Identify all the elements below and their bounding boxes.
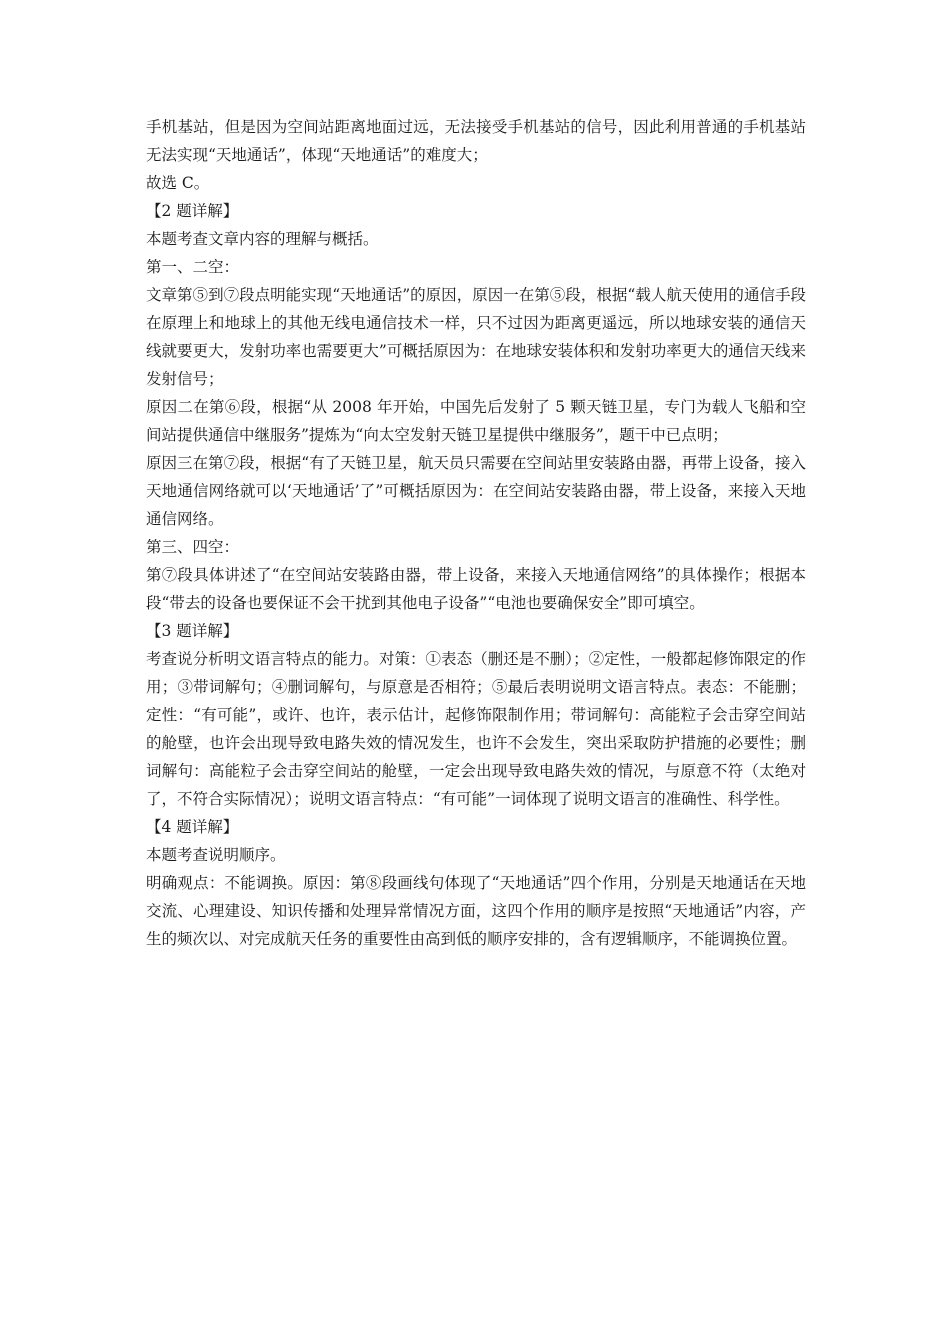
- paragraph: 原因三在第⑦段，根据“有了天链卫星，航天员只需要在空间站里安装路由器，再带上设备，接入天地通信网络就可以‘天地通话’了”可概括原因为：在空间站安装路由器，带上设备，来接入天地通信网络。: [146, 454, 806, 528]
- subheading-blanks-1-2: 第一、二空：: [146, 258, 240, 276]
- document-body: [146, 113, 806, 953]
- paragraph: 第⑦段具体讲述了“在空间站安装路由器，带上设备，来接入天地通信网络”的具体操作；根据本段“带去的设备也要保证不会干扰到其他电子设备”“电池也要确保安全”即可填空。: [146, 566, 806, 612]
- paragraph: 本题考查文章内容的理解与概括。: [146, 230, 379, 248]
- paragraph: 明确观点：不能调换。原因：第⑧段画线句体现了“天地通话”四个作用，分别是天地通话在天地交流、心理建设、知识传播和处理异常情况方面，这四个作用的顺序是按照“天地通话”内容，产生的频次以、对完成航天任务的重要性由高到低的顺序安排的，含有逻辑顺序，不能调换位置。: [146, 874, 806, 948]
- paragraph: 本题考查说明顺序。: [146, 846, 286, 864]
- paragraph: 文章第⑤到⑦段点明能实现“天地通话”的原因，原因一在第⑤段，根据“载人航天使用的通信手段在原理上和地球上的其他无线电通信技术一样，只不过因为距离更遥远，所以地球安装的通信天线就要更大，发射功率也需要更大”可概括原因为：在地球安装体积和发射功率更大的通信天线来发射信号；: [146, 286, 806, 388]
- paragraph: 原因二在第⑥段，根据“从 2008 年开始，中国先后发射了 5 颗天链卫星，专门为载人飞船和空间站提供通信中继服务”提炼为“向太空发射天链卫星提供中继服务”，题干中已点明；: [146, 398, 806, 444]
- section-heading-q2: 【2 题详解】: [146, 202, 239, 220]
- paragraph: 考查说分析明文语言特点的能力。对策：①表态（删还是不删）；②定性，一般都起修饰限定的作用；③带词解句；④删词解句，与原意是否相符；⑤最后表明说明文语言特点。表态：不能删；定性：“有可能”，或许、也许，表示估计，起修饰限制作用；带词解句：高能粒子会击穿空间站的舱壁，也许会出现导致电路失效的情况发生，也许不会发生，突出采取防护措施的必要性；删词解句：高能粒子会击穿空间站的舱壁，一定会出现导致电路失效的情况，与原意不符（太绝对了，不符合实际情况）；说明文语言特点：“有可能”一词体现了说明文语言的准确性、科学性。: [146, 650, 806, 808]
- section-heading-q4: 【4 题详解】: [146, 818, 239, 836]
- subheading-blanks-3-4: 第三、四空：: [146, 538, 240, 556]
- paragraph-continuation: 手机基站，但是因为空间站距离地面过远，无法接受手机基站的信号，因此利用普通的手机基站无法实现“天地通话”，体现“天地通话”的难度大；: [146, 118, 806, 164]
- section-heading-q3: 【3 题详解】: [146, 622, 239, 640]
- answer-choice: 故选 C。: [146, 174, 210, 192]
